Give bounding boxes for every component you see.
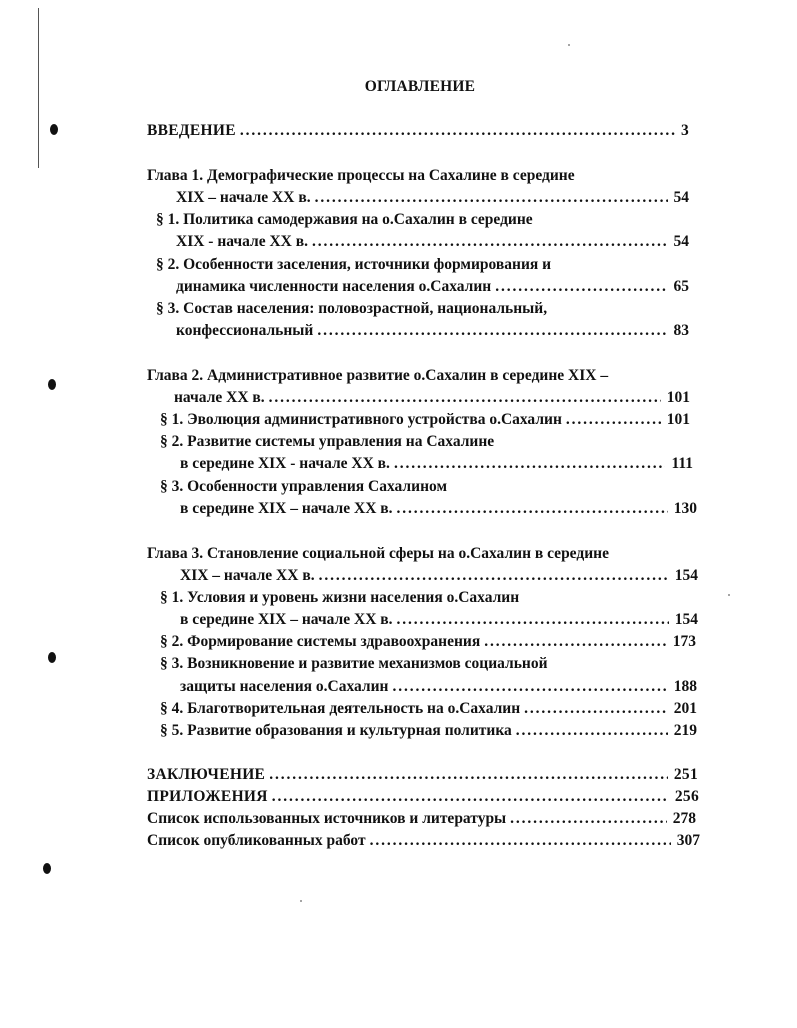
chapter-2-entry[interactable] [174,387,690,409]
page-number: 201 [673,700,697,717]
leader-dots [272,786,669,808]
page-number: 188 [673,678,697,695]
leader-dots [319,565,669,587]
page-number: 307 [676,832,700,849]
scan-speck [568,44,570,46]
leader-dots [510,808,667,830]
chapter-3-entry[interactable] [180,565,698,587]
page-number: 111 [671,455,693,472]
page-number: 256 [674,788,699,805]
page-number: 251 [673,766,698,783]
toc-entry-text: XIX – начале XX в. [180,567,315,584]
toc-entry-text: Список опубликованных работ [147,832,366,849]
page-number: 130 [673,500,697,517]
section-1-1-title[interactable]: § 1. Политика самодержавия на о.Сахалин в середине [156,211,533,228]
section-3-3-title[interactable]: § 3. Возникновение и развитие механизмов социальной [160,655,548,672]
leader-dots [566,409,661,431]
toc-entry-publications[interactable] [147,830,700,852]
leader-dots [516,720,668,742]
toc-entry-text: защиты населения о.Сахалин [180,678,389,695]
leader-dots [397,609,669,631]
toc-entry-text: § 2. Формирование системы здравоохранения [160,633,481,650]
leader-dots [312,231,668,253]
leader-dots [315,187,668,209]
page-number: 101 [666,389,690,406]
section-2-2-title[interactable]: § 2. Развитие системы управления на Сахалине [160,433,495,450]
leader-dots [392,676,667,698]
toc-entry-text: XIX – начале XX в. [176,189,311,206]
section-3-3-entry[interactable] [180,676,697,698]
section-3-2-entry[interactable] [160,631,696,653]
chapter-1-entry[interactable] [176,187,689,209]
toc-entry-appendices[interactable] [147,786,699,808]
page-number: 219 [673,722,697,739]
toc-entry-text: Список использованных источников и литературы [147,810,507,827]
page-number: 83 [673,322,689,339]
toc-title: ОГЛАВЛЕНИЕ [364,78,476,95]
section-3-4-entry[interactable] [160,698,697,720]
toc-entry-text: в середине XIX - начале XX в. [180,455,390,472]
page-number: 278 [672,810,696,827]
section-3-1-title[interactable]: § 1. Условия и уровень жизни населения о.Сахалин [160,589,520,606]
toc-entry-sources[interactable] [147,808,696,830]
page-number: 65 [673,278,689,295]
chapter-2-title[interactable]: Глава 2. Административное развитие о.Сахалин в середине XIX – [147,367,609,384]
page-number: 154 [674,611,698,628]
page-number: 3 [680,122,689,139]
section-3-1-entry[interactable] [180,609,698,631]
section-2-3-title[interactable]: § 3. Особенности управления Сахалином [160,478,448,495]
toc-entry-text: ПРИЛОЖЕНИЯ [147,788,268,805]
section-1-3-entry[interactable] [176,320,689,342]
section-2-1-entry[interactable] [160,409,690,431]
toc-entry-text: в середине XIX – начале XX в. [180,500,393,517]
toc-entry-text: динамика численности населения о.Сахалин [176,278,492,295]
toc-entry-text: § 4. Благотворительная деятельность на о.Сахалин [160,700,521,717]
section-2-2-entry[interactable] [180,453,693,475]
toc-entry-text: § 5. Развитие образования и культурная политика [160,722,512,739]
leader-dots [397,498,668,520]
toc-entry-text: ВВЕДЕНИЕ [147,122,236,139]
leader-dots [269,764,668,786]
leader-dots [524,698,668,720]
punch-hole [48,379,56,390]
section-3-5-entry[interactable] [160,720,697,742]
scan-speck [300,900,302,902]
toc-entry-text: ЗАКЛЮЧЕНИЕ [147,766,266,783]
section-1-3-title[interactable]: § 3. Состав населения: половозрастной, национальный, [156,300,548,317]
toc-entry-text: XIX - начале XX в. [176,233,308,250]
leader-dots [269,387,661,409]
page-number: 173 [672,633,696,650]
section-2-3-entry[interactable] [180,498,697,520]
page-number: 154 [674,567,698,584]
toc-entry-conclusion[interactable] [147,764,698,786]
toc-entry-intro[interactable] [147,120,689,142]
chapter-1-title[interactable]: Глава 1. Демографические процессы на Сахалине в середине [147,167,575,184]
toc-entry-text: в середине XIX – начале XX в. [180,611,393,628]
leader-dots [317,320,667,342]
chapter-3-title[interactable]: Глава 3. Становление социальной сферы на о.Сахалин в середине [147,545,609,562]
page-number: 54 [673,233,689,250]
section-1-2-entry[interactable] [176,276,689,298]
punch-hole [48,652,56,663]
section-1-2-title[interactable]: § 2. Особенности заселения, источники формирования и [156,256,552,273]
leader-dots [495,276,667,298]
toc-entry-text: начале XX в. [174,389,265,406]
leader-dots [370,830,671,852]
leader-dots [394,453,666,475]
scan-speck [728,594,730,596]
punch-hole [50,124,58,135]
page-number: 54 [673,189,689,206]
punch-hole [43,863,51,874]
toc-entry-text: конфессиональный [176,322,314,339]
leader-dots [240,120,675,142]
page-number: 101 [666,411,690,428]
toc-entry-text: § 1. Эволюция административного устройства о.Сахалин [160,411,562,428]
section-1-1-entry[interactable] [176,231,689,253]
leader-dots [484,631,667,653]
